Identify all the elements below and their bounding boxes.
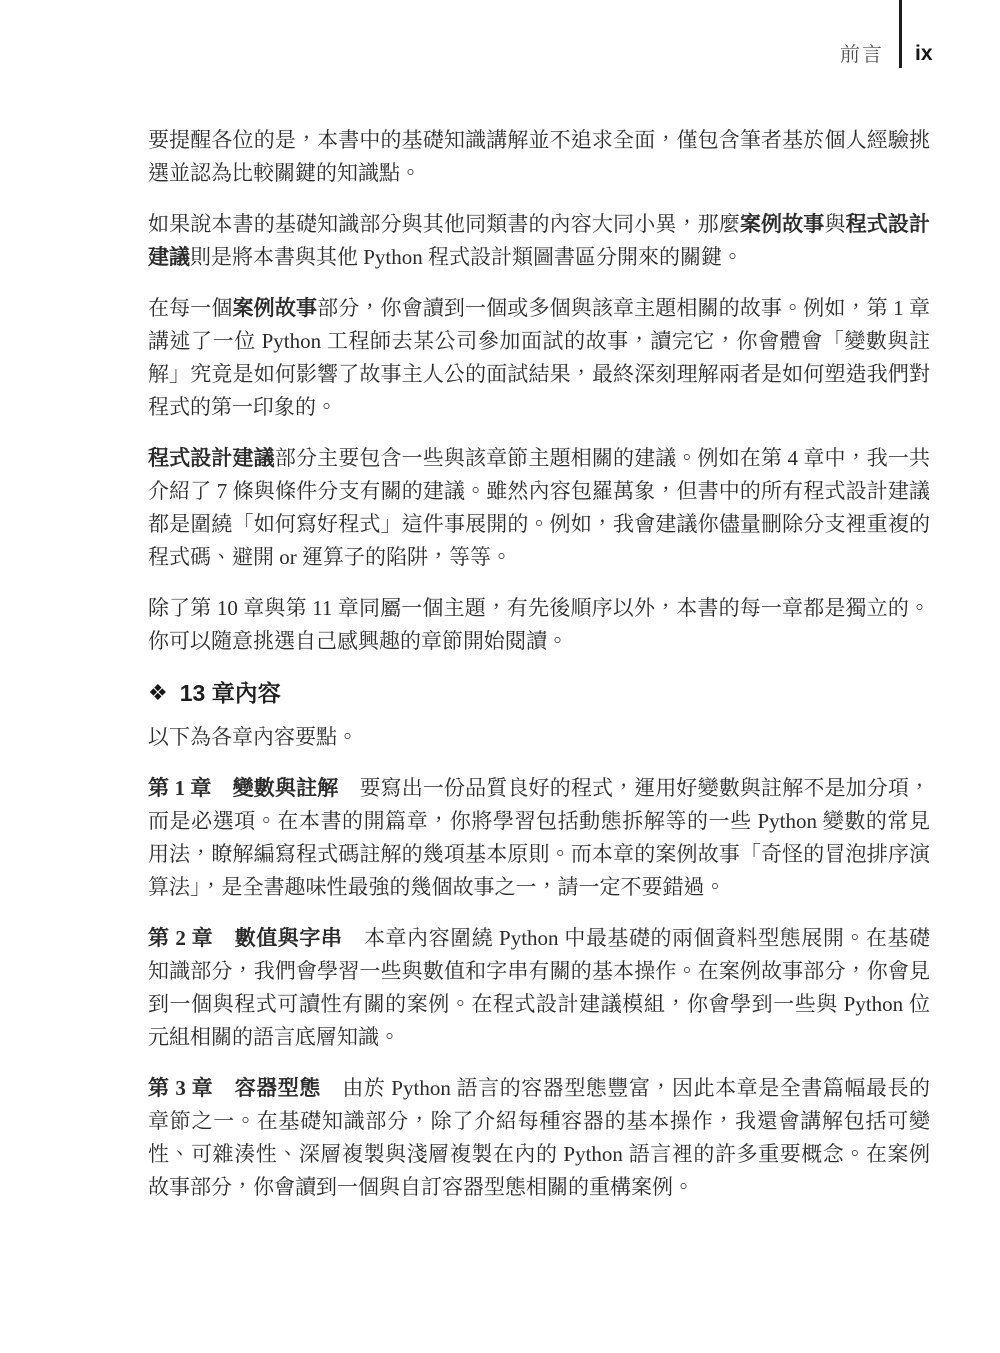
- emphasis-text: 程式設計建議: [148, 446, 275, 470]
- text-run: 如果說本書的基礎知識部分與其他同類書的內容大同小異，那麼: [148, 212, 740, 236]
- text-run: 在每一個: [148, 296, 233, 320]
- paragraph: [148, 208, 930, 274]
- text-run: 部分，你會讀到一個或多個與該章主題相關的故事。例如，第 1 章講述了一位 Python 工程師去某公司參加面試的故事，讀完它，你會體會「變數與註解」究竟是如何影響了故事主人公的面試結果，最終深刻理解兩者是如何塑造我們對程式的第一印象的。: [148, 296, 931, 419]
- paragraph: [148, 292, 930, 424]
- emphasis-text: 第 1 章 變數與註解: [148, 776, 339, 800]
- text-run: 與: [824, 212, 846, 236]
- emphasis-text: 第 3 章 容器型態: [148, 1076, 321, 1100]
- text-run: 由於 Python 語言的容器型態豐富，因此本章是全書篇幅最長的章節之一。在基礎知識部分，除了介紹每種容器的基本操作，我還會講解包括可變性、可雜湊性、深層複製與淺層複製在內的 Python 語言裡的許多重要概念。在案例故事部分，你會讀到一個與自訂容器型態相關的重構案例。: [148, 1076, 931, 1199]
- header-divider-rule: [899, 0, 902, 68]
- text-run: 本章內容圍繞 Python 中最基礎的兩個資料型態展開。在基礎知識部分，我們會學習一些與數值和字串有關的基本操作。在案例故事部分，你會見到一個與程式可讀性有關的案例。在程式設計建議模組，你會學到一些與 Python 位元組相關的語言底層知識。: [148, 926, 931, 1049]
- paragraph: [148, 124, 930, 190]
- chapter-summary-paragraph: [148, 922, 930, 1054]
- section-heading: [148, 676, 930, 710]
- section-heading-label: 13 章內容: [179, 680, 281, 706]
- text-run: 部分主要包含一些與該章節主題相關的建議。例如在第 4 章中，我一共介紹了 7 條與條件分支有關的建議。雖然內容包羅萬象，但書中的所有程式設計建議都是圍繞「如何寫好程式」這件事展開的。例如，我會建議你儘量刪除分支裡重複的程式碼、避開 or 運算子的陷阱，等等。: [148, 446, 930, 569]
- emphasis-text: 案例故事: [232, 296, 318, 320]
- chapters-intro: 以下為各章內容要點。: [148, 725, 358, 749]
- emphasis-text: 案例故事: [739, 212, 825, 236]
- text-run: 要寫出一份品質良好的程式，運用好變數與註解不是加分項，而是必選項。在本書的開篇章，你將學習包括動態拆解等的一些 Python 變數的常見用法，瞭解編寫程式碼註解的幾項基本原則。而本章的案例故事「奇怪的冒泡排序演算法」，是全書趣味性最強的幾個故事之一，請一定不要錯過。: [148, 776, 931, 899]
- chapter-summary-paragraph: [148, 772, 930, 904]
- chapter-summary-paragraph: [148, 1072, 930, 1204]
- diamond-marker-icon: ❖: [148, 680, 168, 705]
- text-run: 則是將本書與其他 Python 程式設計類圖書區分開來的關鍵。: [190, 245, 744, 269]
- paragraph: [148, 592, 930, 658]
- running-header-section-label: 前言: [840, 44, 884, 66]
- emphasis-text: 程式設計建議: [148, 212, 931, 269]
- paragraph: [148, 442, 930, 574]
- text-run: 除了第 10 章與第 11 章同屬一個主題，有先後順序以外，本書的每一章都是獨立的。你可以隨意挑選自己感興趣的章節開始閱讀。: [148, 596, 930, 653]
- text-run: 要提醒各位的是，本書中的基礎知識講解並不追求全面，僅包含筆者基於個人經驗挑選並認為比較關鍵的知識點。: [148, 128, 930, 185]
- page-content: [148, 124, 930, 1222]
- page-number: ix: [915, 42, 933, 65]
- emphasis-text: 第 2 章 數值與字串: [148, 926, 343, 950]
